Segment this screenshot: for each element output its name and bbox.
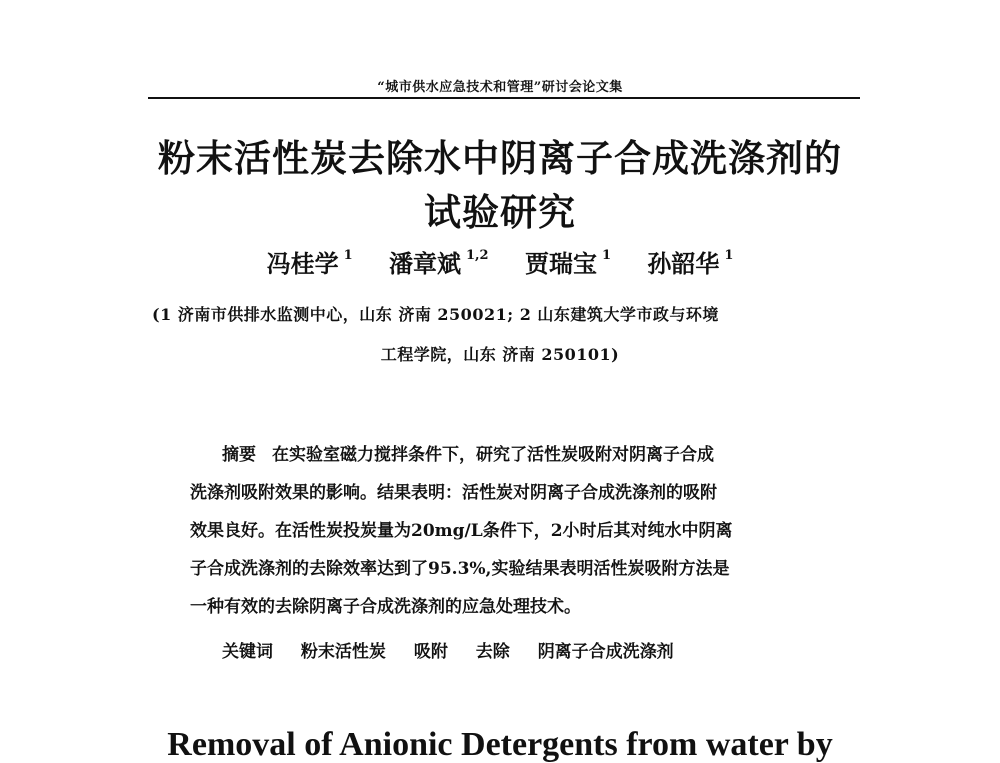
abstract-line: 效果良好。在活性炭投炭量为20mg/L条件下，2小时后其对纯水中阴离	[190, 521, 733, 541]
abstract	[190, 436, 830, 626]
abstract-text: 在实验室磁力搅拌条件下，研究了活性炭吸附对阴离子合成	[272, 445, 714, 465]
author-name: 潘章斌	[388, 249, 461, 278]
author-affiliation-mark: 1	[343, 248, 353, 263]
author-name: 孙韶华	[647, 249, 720, 278]
abstract-line: 洗涤剂吸附效果的影响。结果表明：活性炭对阴离子合成洗涤剂的吸附	[190, 483, 717, 503]
abstract-line	[190, 436, 830, 474]
keyword: 去除	[475, 642, 510, 662]
author	[388, 248, 489, 278]
title-line-1: 粉末活性炭去除水中阴离子合成洗涤剂的	[158, 136, 842, 180]
title-line-2: 试验研究	[424, 190, 576, 234]
keywords-label: 关键词	[222, 642, 273, 662]
abstract-label: 摘要	[222, 445, 256, 465]
author	[647, 248, 734, 278]
abstract-line: 子合成洗涤剂的去除效率达到了95.3%,实验结果表明活性炭吸附方法是	[190, 559, 730, 579]
affiliation-line-1: (1 济南市供排水监测中心，山东 济南 250021; 2 山东建筑大学市政与环境	[152, 305, 719, 324]
author-affiliation-mark: 1	[601, 248, 612, 263]
author-affiliation-mark: 1,2	[465, 248, 489, 263]
abstract-line: 一种有效的去除阴离子合成洗涤剂的应急处理技术。	[190, 597, 581, 617]
author-list	[0, 248, 1000, 278]
author-name: 冯桂学	[266, 249, 339, 278]
author	[524, 248, 612, 278]
running-header: “城市供水应急技术和管理”研讨会论文集	[377, 80, 623, 95]
keyword: 吸附	[413, 642, 448, 662]
keyword: 阴离子合成洗涤剂	[537, 642, 674, 662]
author	[266, 248, 353, 278]
affiliation-line-2: 工程学院，山东 济南 250101)	[380, 345, 620, 364]
keyword: 粉末活性炭	[300, 642, 386, 662]
header-rule	[148, 97, 860, 99]
author-affiliation-mark: 1	[724, 248, 734, 263]
keywords	[222, 644, 674, 661]
author-name: 贾瑞宝	[524, 249, 597, 278]
english-title: Removal of Anionic Detergents from water by	[167, 726, 833, 763]
